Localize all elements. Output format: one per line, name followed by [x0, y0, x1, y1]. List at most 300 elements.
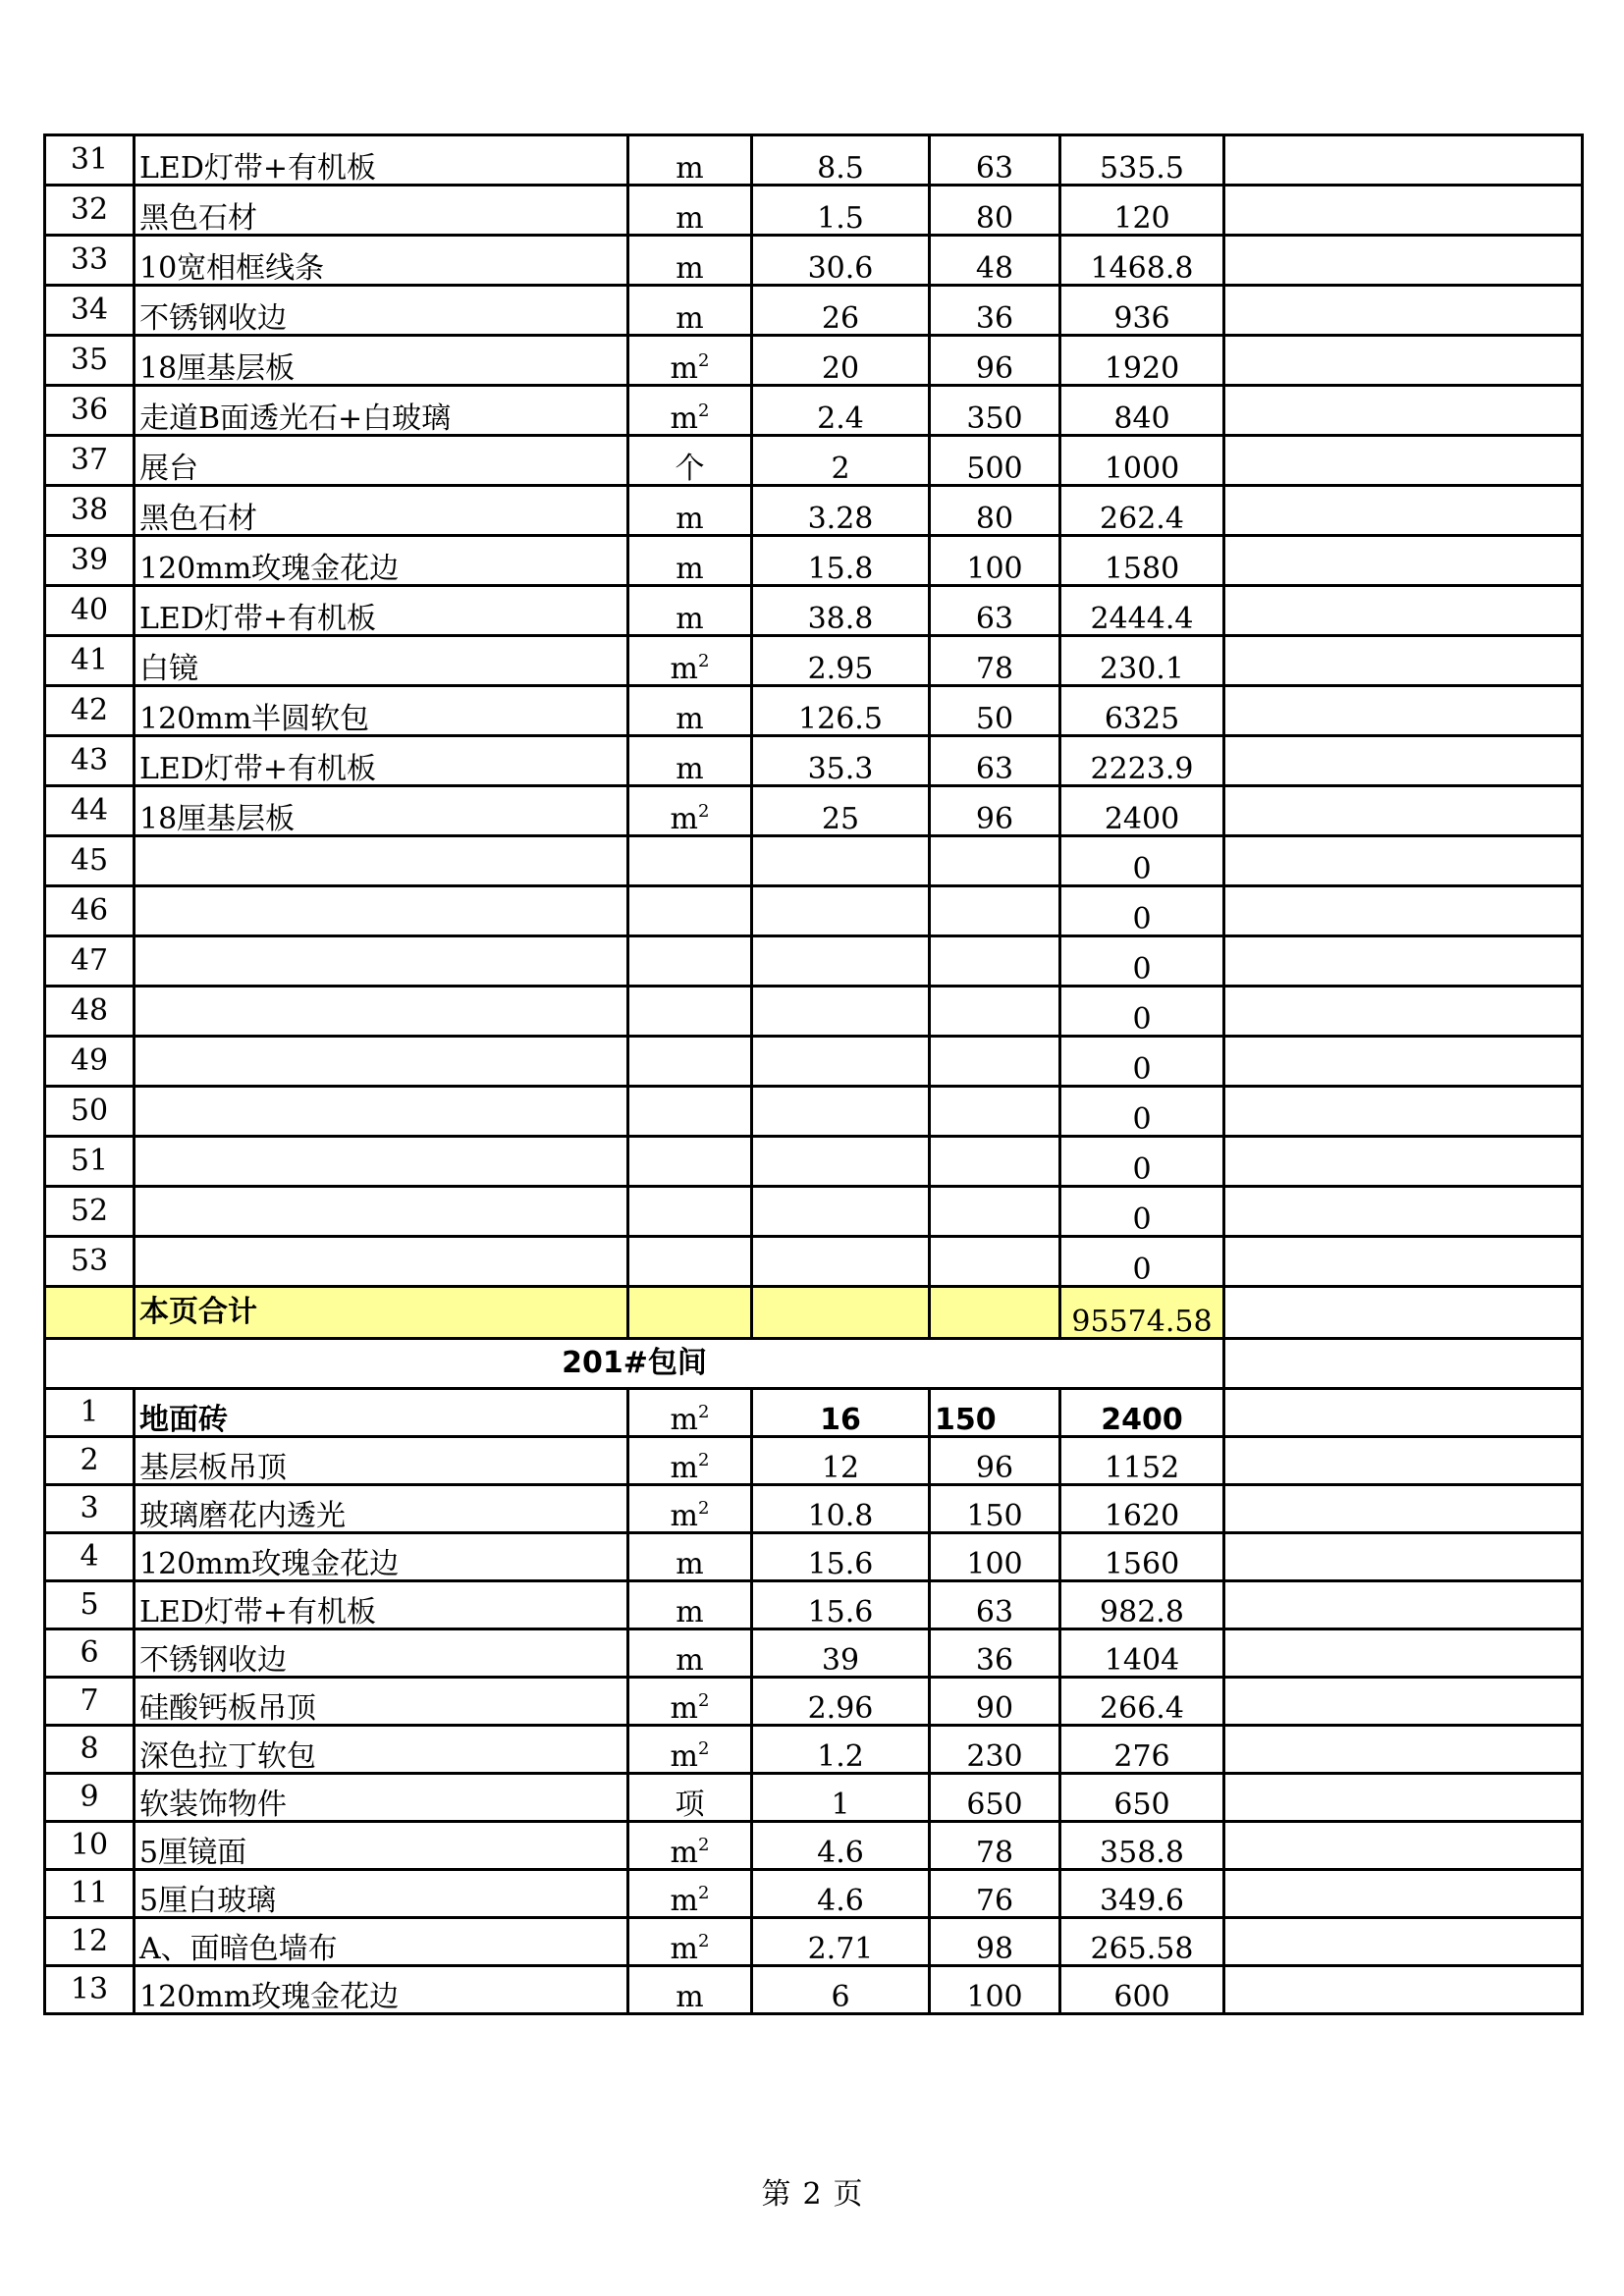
item-name: 基层板吊顶	[135, 1437, 628, 1485]
item-amount: 120	[1060, 186, 1224, 236]
item-unit-price: 350	[930, 386, 1060, 436]
item-unit	[628, 386, 752, 436]
item-name: 120mm玫瑰金花边	[135, 1966, 628, 2014]
item-number: 1	[45, 1389, 135, 1437]
item-name: 120mm玫瑰金花边	[135, 1533, 628, 1581]
item-name	[135, 886, 628, 936]
item-unit-price	[930, 1087, 1060, 1137]
item-name: 黑色石材	[135, 486, 628, 536]
item-unit	[628, 1087, 752, 1137]
item-amount: 840	[1060, 386, 1224, 436]
table-row	[45, 736, 1583, 786]
item-unit	[628, 1629, 752, 1678]
item-quantity: 4.6	[752, 1870, 930, 1918]
item-quantity: 2.71	[752, 1918, 930, 1966]
item-amount: 230.1	[1060, 636, 1224, 686]
item-name: 10宽相框线条	[135, 236, 628, 286]
item-number: 35	[45, 336, 135, 386]
item-remark	[1224, 886, 1583, 936]
item-number: 36	[45, 386, 135, 436]
total-blank	[752, 1287, 930, 1339]
unit-superscript: 2	[698, 1498, 710, 1519]
item-unit	[628, 636, 752, 686]
unit-text: m	[670, 1836, 698, 1870]
item-remark	[1224, 436, 1583, 486]
item-name: A、面暗色墙布	[135, 1918, 628, 1966]
item-amount: 600	[1060, 1966, 1224, 2014]
item-quantity: 2	[752, 436, 930, 486]
table-row	[45, 987, 1583, 1037]
item-number: 44	[45, 786, 135, 836]
table-row	[45, 1870, 1583, 1918]
unit-text: m	[670, 802, 698, 836]
unit-text: m	[670, 1739, 698, 1774]
item-number: 47	[45, 936, 135, 987]
item-remark	[1224, 1581, 1583, 1629]
item-unit	[628, 135, 752, 186]
item-amount: 0	[1060, 886, 1224, 936]
table-row	[45, 1774, 1583, 1822]
item-quantity: 15.6	[752, 1581, 930, 1629]
quote-table	[43, 133, 1584, 2015]
item-unit	[628, 1822, 752, 1870]
item-remark	[1224, 286, 1583, 336]
unit-text: m	[670, 401, 698, 436]
item-unit-price: 230	[930, 1726, 1060, 1774]
item-unit	[628, 1137, 752, 1187]
item-name: 白镜	[135, 636, 628, 686]
item-unit	[628, 987, 752, 1037]
item-quantity	[752, 987, 930, 1037]
item-amount: 650	[1060, 1774, 1224, 1822]
item-number: 3	[45, 1485, 135, 1533]
item-number: 53	[45, 1237, 135, 1287]
item-unit	[628, 736, 752, 786]
table-row	[45, 436, 1583, 486]
item-quantity	[752, 936, 930, 987]
table-row	[45, 1629, 1583, 1678]
item-remark	[1224, 786, 1583, 836]
item-remark	[1224, 736, 1583, 786]
item-name: 5厘白玻璃	[135, 1870, 628, 1918]
item-unit	[628, 1774, 752, 1822]
item-amount: 1580	[1060, 536, 1224, 586]
item-remark	[1224, 1037, 1583, 1087]
item-remark	[1224, 1678, 1583, 1726]
table-row	[45, 1437, 1583, 1485]
item-unit-price	[930, 1237, 1060, 1287]
item-remark	[1224, 936, 1583, 987]
item-quantity	[752, 886, 930, 936]
item-number: 31	[45, 135, 135, 186]
item-name	[135, 1137, 628, 1187]
item-remark	[1224, 1087, 1583, 1137]
item-remark	[1224, 836, 1583, 886]
item-unit-price: 36	[930, 1629, 1060, 1678]
item-amount: 936	[1060, 286, 1224, 336]
unit-text: m	[676, 702, 704, 736]
item-amount: 0	[1060, 1087, 1224, 1137]
item-name	[135, 1037, 628, 1087]
item-remark	[1224, 135, 1583, 186]
item-number: 43	[45, 736, 135, 786]
item-unit	[628, 486, 752, 536]
item-quantity	[752, 1087, 930, 1137]
item-name	[135, 1187, 628, 1237]
item-remark	[1224, 1137, 1583, 1187]
item-number: 37	[45, 436, 135, 486]
unit-superscript: 2	[698, 1402, 710, 1422]
unit-superscript: 2	[698, 651, 710, 671]
item-amount: 0	[1060, 987, 1224, 1037]
item-remark	[1224, 1187, 1583, 1237]
table-row	[45, 1187, 1583, 1237]
item-amount: 1404	[1060, 1629, 1224, 1678]
item-quantity: 2.95	[752, 636, 930, 686]
item-remark	[1224, 987, 1583, 1037]
item-remark	[1224, 186, 1583, 236]
unit-text: 项	[675, 1788, 705, 1822]
item-unit	[628, 186, 752, 236]
unit-text: m	[676, 251, 704, 286]
item-quantity: 4.6	[752, 1822, 930, 1870]
table-row	[45, 336, 1583, 386]
item-number: 52	[45, 1187, 135, 1237]
table-row	[45, 1037, 1583, 1087]
page-total-row	[45, 1287, 1583, 1339]
item-amount: 0	[1060, 1187, 1224, 1237]
item-remark	[1224, 1918, 1583, 1966]
item-number: 9	[45, 1774, 135, 1822]
item-name	[135, 936, 628, 987]
table-row	[45, 836, 1583, 886]
item-unit-price: 63	[930, 586, 1060, 636]
item-name: 硅酸钙板吊顶	[135, 1678, 628, 1726]
item-remark	[1224, 486, 1583, 536]
item-remark	[1224, 1629, 1583, 1678]
unit-superscript: 2	[698, 1690, 710, 1711]
footer-prefix: 第	[761, 2177, 791, 2212]
item-unit-price: 63	[930, 1581, 1060, 1629]
item-unit	[628, 686, 752, 736]
unit-text: m	[676, 151, 704, 186]
item-number: 11	[45, 1870, 135, 1918]
item-unit	[628, 286, 752, 336]
item-name: LED灯带+有机板	[135, 586, 628, 636]
item-unit	[628, 536, 752, 586]
item-number: 12	[45, 1918, 135, 1966]
table-row	[45, 586, 1583, 636]
item-unit-price: 96	[930, 786, 1060, 836]
unit-superscript: 2	[698, 801, 710, 822]
item-number: 42	[45, 686, 135, 736]
table-row	[45, 1726, 1583, 1774]
table-row	[45, 1087, 1583, 1137]
item-unit-price	[930, 1137, 1060, 1187]
item-unit-price	[930, 886, 1060, 936]
item-number: 48	[45, 987, 135, 1037]
unit-text: m	[676, 1547, 704, 1581]
item-amount: 982.8	[1060, 1581, 1224, 1629]
item-name	[135, 836, 628, 886]
unit-text: m	[670, 652, 698, 686]
item-unit-price	[930, 936, 1060, 987]
item-remark	[1224, 236, 1583, 286]
table-row	[45, 135, 1583, 186]
item-amount: 2444.4	[1060, 586, 1224, 636]
item-unit	[628, 236, 752, 286]
item-remark	[1224, 586, 1583, 636]
item-unit-price: 150	[930, 1389, 1060, 1437]
item-name: 120mm半圆软包	[135, 686, 628, 736]
item-unit	[628, 1870, 752, 1918]
unit-superscript: 2	[698, 1883, 710, 1903]
item-quantity: 12	[752, 1437, 930, 1485]
item-quantity: 16	[752, 1389, 930, 1437]
item-name: 玻璃磨花内透光	[135, 1485, 628, 1533]
item-quantity: 8.5	[752, 135, 930, 186]
item-remark	[1224, 1966, 1583, 2014]
item-amount: 2223.9	[1060, 736, 1224, 786]
unit-text: m	[676, 1643, 704, 1678]
item-amount: 1468.8	[1060, 236, 1224, 286]
total-blank	[930, 1287, 1060, 1339]
item-amount: 276	[1060, 1726, 1224, 1774]
item-number: 39	[45, 536, 135, 586]
item-quantity: 126.5	[752, 686, 930, 736]
item-remark	[1224, 1237, 1583, 1287]
unit-text: m	[670, 351, 698, 386]
item-unit	[628, 936, 752, 987]
item-amount: 535.5	[1060, 135, 1224, 186]
item-unit	[628, 1187, 752, 1237]
total-blank	[45, 1287, 135, 1339]
table-row	[45, 1389, 1583, 1437]
unit-text: m	[676, 502, 704, 536]
item-unit-price: 100	[930, 536, 1060, 586]
item-quantity	[752, 836, 930, 886]
item-unit-price: 48	[930, 236, 1060, 286]
item-unit	[628, 1678, 752, 1726]
item-quantity: 35.3	[752, 736, 930, 786]
item-number: 5	[45, 1581, 135, 1629]
item-number: 6	[45, 1629, 135, 1678]
table-row	[45, 1533, 1583, 1581]
item-number: 45	[45, 836, 135, 886]
item-amount: 262.4	[1060, 486, 1224, 536]
item-unit	[628, 1966, 752, 2014]
table-row	[45, 286, 1583, 336]
item-number: 49	[45, 1037, 135, 1087]
item-unit	[628, 1237, 752, 1287]
item-unit-price: 96	[930, 336, 1060, 386]
item-unit	[628, 586, 752, 636]
table-row	[45, 486, 1583, 536]
item-amount: 358.8	[1060, 1822, 1224, 1870]
item-name: 5厘镜面	[135, 1822, 628, 1870]
item-name	[135, 987, 628, 1037]
item-amount: 6325	[1060, 686, 1224, 736]
unit-superscript: 2	[698, 400, 710, 421]
unit-text: m	[676, 1595, 704, 1629]
item-name: LED灯带+有机板	[135, 736, 628, 786]
item-unit	[628, 1726, 752, 1774]
item-unit-price: 80	[930, 186, 1060, 236]
footer-suffix: 页	[833, 2177, 863, 2212]
item-name	[135, 1087, 628, 1137]
item-unit-price: 96	[930, 1437, 1060, 1485]
item-remark	[1224, 1437, 1583, 1485]
item-unit	[628, 1533, 752, 1581]
unit-text: 个	[675, 452, 705, 486]
item-amount: 1920	[1060, 336, 1224, 386]
item-unit	[628, 1437, 752, 1485]
item-number: 41	[45, 636, 135, 686]
item-unit-price	[930, 1187, 1060, 1237]
item-remark	[1224, 336, 1583, 386]
item-name	[135, 1237, 628, 1287]
item-amount: 266.4	[1060, 1678, 1224, 1726]
unit-text: m	[670, 1691, 698, 1726]
item-unit-price: 98	[930, 1918, 1060, 1966]
item-quantity: 30.6	[752, 236, 930, 286]
item-quantity	[752, 1037, 930, 1087]
table-row	[45, 886, 1583, 936]
item-unit-price: 150	[930, 1485, 1060, 1533]
item-amount: 1000	[1060, 436, 1224, 486]
item-remark	[1224, 1389, 1583, 1437]
item-quantity: 15.8	[752, 536, 930, 586]
item-unit-price: 50	[930, 686, 1060, 736]
unit-text: m	[670, 1499, 698, 1533]
item-name: 18厘基层板	[135, 786, 628, 836]
item-unit	[628, 436, 752, 486]
item-name: LED灯带+有机板	[135, 1581, 628, 1629]
item-remark	[1224, 1870, 1583, 1918]
item-unit-price: 63	[930, 135, 1060, 186]
item-number: 2	[45, 1437, 135, 1485]
item-amount: 1152	[1060, 1437, 1224, 1485]
item-number: 10	[45, 1822, 135, 1870]
item-number: 32	[45, 186, 135, 236]
unit-superscript: 2	[698, 1450, 710, 1470]
table-row	[45, 1485, 1583, 1533]
total-blank	[628, 1287, 752, 1339]
total-remark	[1224, 1287, 1583, 1339]
item-unit-price: 78	[930, 636, 1060, 686]
item-unit-price: 63	[930, 736, 1060, 786]
item-quantity: 1.2	[752, 1726, 930, 1774]
table-row	[45, 236, 1583, 286]
item-unit-price: 78	[930, 1822, 1060, 1870]
item-unit-price: 36	[930, 286, 1060, 336]
item-quantity: 2.96	[752, 1678, 930, 1726]
item-amount: 1560	[1060, 1533, 1224, 1581]
item-number: 4	[45, 1533, 135, 1581]
item-amount: 0	[1060, 1237, 1224, 1287]
item-name: 软装饰物件	[135, 1774, 628, 1822]
item-number: 51	[45, 1137, 135, 1187]
table-row	[45, 686, 1583, 736]
unit-text: m	[676, 752, 704, 786]
page-total-label: 本页合计	[135, 1287, 628, 1339]
item-amount: 2400	[1060, 786, 1224, 836]
table-row	[45, 636, 1583, 686]
item-number: 40	[45, 586, 135, 636]
item-unit	[628, 1581, 752, 1629]
item-quantity: 25	[752, 786, 930, 836]
table-row	[45, 536, 1583, 586]
item-unit-price	[930, 987, 1060, 1037]
item-amount: 349.6	[1060, 1870, 1224, 1918]
item-amount: 0	[1060, 1137, 1224, 1187]
item-unit-price: 80	[930, 486, 1060, 536]
table-row	[45, 786, 1583, 836]
unit-text: m	[670, 1932, 698, 1966]
item-amount: 2400	[1060, 1389, 1224, 1437]
table-row	[45, 1137, 1583, 1187]
unit-text: m	[670, 1884, 698, 1918]
unit-text: m	[676, 552, 704, 586]
unit-superscript: 2	[698, 350, 710, 371]
item-unit	[628, 886, 752, 936]
table-row	[45, 186, 1583, 236]
item-number: 8	[45, 1726, 135, 1774]
table-row	[45, 1237, 1583, 1287]
item-quantity: 10.8	[752, 1485, 930, 1533]
unit-superscript: 2	[698, 1835, 710, 1855]
item-unit-price: 76	[930, 1870, 1060, 1918]
table-row	[45, 936, 1583, 987]
item-amount: 265.58	[1060, 1918, 1224, 1966]
item-quantity: 39	[752, 1629, 930, 1678]
unit-text: m	[676, 1980, 704, 2014]
item-amount: 1620	[1060, 1485, 1224, 1533]
item-unit	[628, 336, 752, 386]
item-quantity: 26	[752, 286, 930, 336]
unit-superscript: 2	[698, 1738, 710, 1759]
item-name: 120mm玫瑰金花边	[135, 536, 628, 586]
item-unit	[628, 1485, 752, 1533]
section-title: 201#包间	[45, 1339, 1224, 1389]
page-footer	[0, 2169, 1624, 2213]
unit-text: m	[676, 201, 704, 236]
item-quantity	[752, 1187, 930, 1237]
item-unit	[628, 1389, 752, 1437]
unit-text: m	[676, 301, 704, 336]
item-remark	[1224, 1485, 1583, 1533]
item-name: 不锈钢收边	[135, 1629, 628, 1678]
table-row	[45, 1966, 1583, 2014]
item-name: 黑色石材	[135, 186, 628, 236]
item-quantity	[752, 1237, 930, 1287]
item-name: 不锈钢收边	[135, 286, 628, 336]
item-quantity: 15.6	[752, 1533, 930, 1581]
item-unit	[628, 1918, 752, 1966]
item-quantity: 20	[752, 336, 930, 386]
item-remark	[1224, 536, 1583, 586]
footer-page-number: 2	[802, 2177, 822, 2212]
item-quantity: 6	[752, 1966, 930, 2014]
item-unit	[628, 836, 752, 886]
item-unit-price: 100	[930, 1966, 1060, 2014]
item-remark	[1224, 1533, 1583, 1581]
item-remark	[1224, 1774, 1583, 1822]
page-total-amount: 95574.58	[1060, 1287, 1224, 1339]
item-number: 46	[45, 886, 135, 936]
unit-text: m	[670, 1451, 698, 1485]
table-row	[45, 1918, 1583, 1966]
